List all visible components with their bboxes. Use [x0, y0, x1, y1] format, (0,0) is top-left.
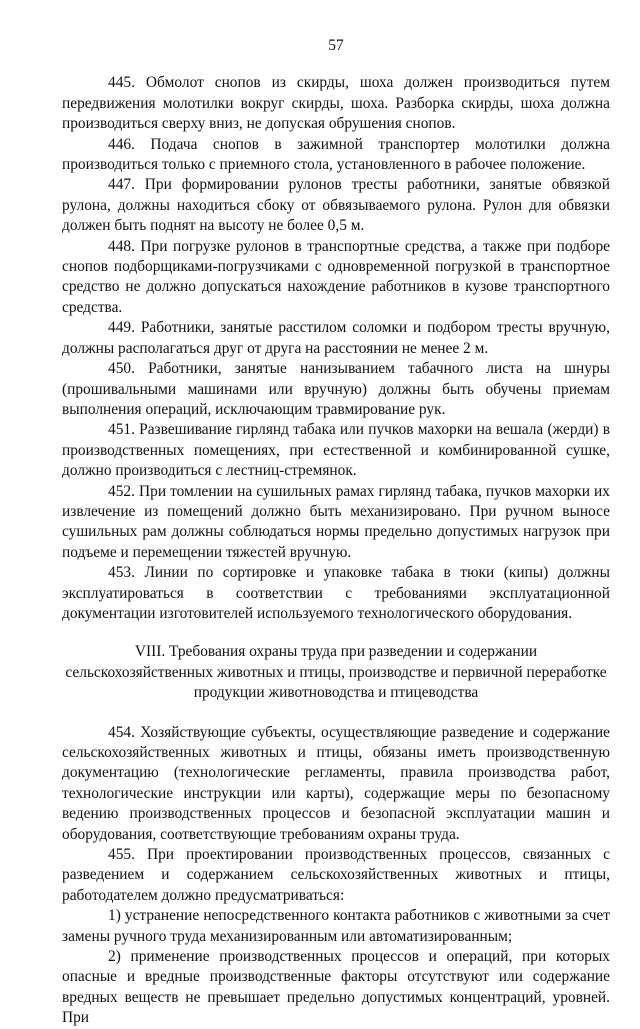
page-number: 57 — [328, 37, 344, 54]
paragraph-447: 447. При формировании рулонов тресты работники, занятые обвязкой рулона, должны находиться сбоку от обвязываемого рулона. Рулон для обвязки должен быть поднят на высоту не более 0,5 м. — [62, 176, 610, 235]
section-heading-line-3: продукции животноводства и птицеводства — [193, 684, 479, 702]
paragraph-453: 453. Линии по сортировке и упаковке табака в тюки (кипы) должны эксплуатироваться в соответствии с требованиями эксплуатационной документации изготовителей используемого технологического оборудования. — [62, 564, 610, 622]
list-item-1: 1) устранение непосредственного контакта работников с животными за счет замены ручного труда механизированным или автоматизированным; — [62, 907, 610, 945]
document-page — [62, 36, 610, 1029]
paragraph-449: 449. Работники, занятые расстилом соломки и подбором тресты вручную, должны располагаться друг от друга на расстоянии не менее 2 м. — [62, 319, 610, 357]
paragraph-448: 448. При погрузке рулонов в транспортные средства, а также при подборе снопов подборщиками-погрузчиками с одновременной погрузкой в транспортное средство не должно допускаться нахождение работников в кузове транспортного средства. — [62, 237, 610, 316]
section-heading — [62, 642, 610, 703]
paragraph-452: 452. При томлении на сушильных рамах гирлянд табака, пучков махорки их извлечение из помещений должно быть механизировано. При ручном выносе сушильных рам должны соблюдаться нормы предельно допустимых нагрузок при подъеме и перемещении тяжестей вручную. — [62, 482, 610, 561]
list-item-2: 2) применение производственных процессов и операций, при которых опасные и вредные производственные факторы отсутствуют или содержание вредных веществ не превышает предельно допустимых концентраций, уровней. При — [62, 948, 610, 1027]
paragraph-454: 454. Хозяйствующие субъекты, осуществляющие разведение и содержание сельскохозяйственных животных и птицы, обязаны иметь производственную документацию (технологические регламенты, правила производства работ, технологические инструкции или карты), содержащие меры по безопасному ведению производственных процессов и безопасной эксплуатации машин и оборудования, соответствующие требованиям охраны труда. — [62, 723, 610, 843]
section-heading-line-1: VIII. Требования охраны труда при разведении и содержании — [134, 643, 538, 661]
paragraph-446: 446. Подача снопов в зажимной транспортер молотилки должна производиться только с приемного стола, установленного в рабочее положение. — [62, 135, 610, 174]
paragraph-451: 451. Развешивание гирлянд табака или пучков махорки на вешала (жерди) в производственных помещениях, при естественной и комбинированной сушке, должно производиться с лестниц-стремянок. — [62, 421, 610, 480]
section-heading-line-2: сельскохозяйственных животных и птицы, производстве и первичной переработке — [65, 663, 607, 681]
paragraph-450: 450. Работники, занятые нанизыванием табачного листа на шнуры (прошивальными машинами или вручную) должны быть обучены приемам выполнения операций, исключающим травмирование рук. — [62, 360, 610, 418]
paragraph-455: 455. При проектировании производственных процессов, связанных с разведением и содержанием сельскохозяйственных животных и птицы, работодателем должно предусматриваться: — [62, 846, 610, 904]
paragraph-445: 445. Обмолот снопов из скирды, шоха должен производиться путем передвижения молотилки вокруг скирды, шоха. Разборка скирды, шоха должна производиться сверху вниз, не допуская обрушения снопов. — [62, 74, 610, 133]
